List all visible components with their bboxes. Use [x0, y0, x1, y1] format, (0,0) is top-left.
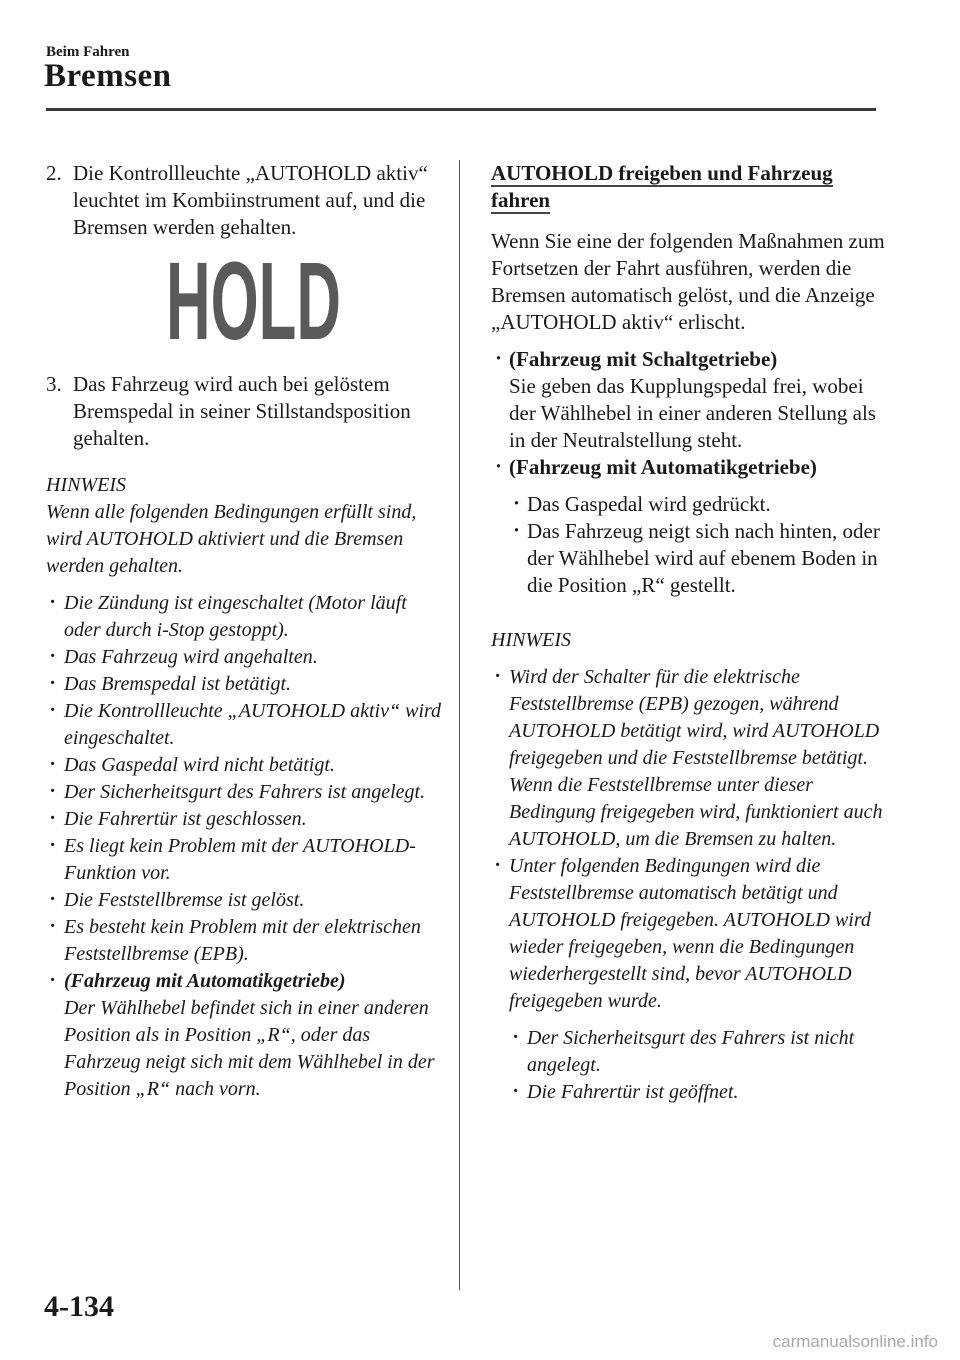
condition-item: · Das Fahrzeug wird angehalten. [46, 644, 446, 671]
release-item-automatic [491, 454, 891, 599]
step-3-text: Das Fahrzeug wird auch bei gelöstem Bremspedal in seiner Stillstandsposition gehalten. [73, 372, 411, 450]
page-number: 4-134 [44, 1290, 114, 1323]
step-2-number: 2. [46, 161, 62, 185]
condition-item: · Die Fahrertür ist geschlossen. [46, 806, 446, 833]
condition-item: · Es besteht kein Problem mit der elektrischen Feststellbremse (EPB). [46, 914, 446, 968]
hold-indicator [46, 240, 446, 363]
note-sub-item: · Der Sicherheitsgurt des Fahrers ist nicht angelegt. [509, 1025, 891, 1079]
step-2-text: Die Kontrollleuchte „AUTOHOLD aktiv“ leuchtet im Kombiinstrument auf, und die Bremsen werden gehalten. [73, 161, 428, 239]
note-item [491, 853, 891, 1106]
note-item: · Wird der Schalter für die elektrische Feststellbremse (EPB) gezogen, während AUTOHOLD betätigt wird, wird AUTOHOLD freigegeben und die Feststellbremse betätigt. Wenn die Feststellbremse unter dieser Bedingung freigegeben wird, funktioniert auch AUTOHOLD, um die Bremsen zu halten. [491, 664, 891, 853]
condition-item: · Der Sicherheitsgurt des Fahrers ist angelegt. [46, 779, 446, 806]
release-item-manual [491, 346, 891, 454]
hold-indicator-text: HOLD [166, 240, 341, 363]
step-2 [46, 160, 446, 241]
release-intro: Wenn Sie eine der folgenden Maßnahmen zum Fortsetzen der Fahrt ausführen, werden die Bremsen automatisch gelöst, und die Anzeige „AUTOHOLD aktiv“ erlischt. [491, 229, 885, 334]
condition-item: · Die Zündung ist eingeschaltet (Motor läuft oder durch i-Stop gestoppt). [46, 590, 446, 644]
condition-automatic-text: Der Wählhebel befindet sich in einer anderen Position als in Position „R“, oder das Fahrzeug neigt sich mit dem Wählhebel in der Position „R“ nach vorn. [64, 997, 435, 1100]
left-column [46, 160, 446, 1103]
automatic-heading: (Fahrzeug mit Automatikgetriebe) [509, 455, 817, 479]
note-list-right [491, 664, 891, 1106]
step-3-number: 3. [46, 372, 62, 396]
note-intro: Wenn alle folgenden Bedingungen erfüllt sind, wird AUTOHOLD aktiviert und die Bremsen werden gehalten. [46, 501, 417, 577]
right-column [491, 160, 891, 1106]
note-sub-list [509, 1025, 891, 1106]
condition-list [46, 590, 446, 1103]
automatic-sub-item: · Das Fahrzeug neigt sich nach hinten, oder der Wählhebel wird auf ebenem Boden in die Position „R“ gestellt. [509, 518, 891, 599]
condition-automatic-heading: (Fahrzeug mit Automatikgetriebe) [64, 970, 346, 992]
manual-heading: (Fahrzeug mit Schaltgetriebe) [509, 347, 778, 371]
subheading: AUTOHOLD freigeben und Fahrzeug fahren [491, 161, 833, 212]
condition-item: · Das Gaspedal wird nicht betätigt. [46, 752, 446, 779]
subheading-block [491, 160, 891, 214]
release-list [491, 346, 891, 599]
step-3 [46, 371, 446, 452]
condition-item: · Die Kontrollleuchte „AUTOHOLD aktiv“ wird eingeschaltet. [46, 698, 446, 752]
condition-item-automatic [46, 968, 446, 1103]
automatic-sub-list [509, 491, 891, 599]
note-title: HINWEIS [46, 474, 126, 496]
header-divider [46, 108, 876, 111]
watermark: carmanualsonline.info [772, 1332, 938, 1351]
section-label: Beim Fahren [46, 44, 130, 60]
condition-item: · Das Bremspedal ist betätigt. [46, 671, 446, 698]
condition-item: · Die Feststellbremse ist gelöst. [46, 887, 446, 914]
automatic-sub-item: · Das Gaspedal wird gedrückt. [509, 491, 891, 518]
note-item-text: Unter folgenden Bedingungen wird die Feststellbremse automatisch betätigt und AUTOHOLD freigegeben. AUTOHOLD wird wieder freigegeben, wenn die Bedingungen wiederhergestellt sind, bevor AUTOHOLD freigegeben wurde. [509, 855, 871, 1012]
condition-item: · Es liegt kein Problem mit der AUTOHOLD-Funktion vor. [46, 833, 446, 887]
hold-indicator-icon [166, 240, 346, 363]
page-title: Bremsen [44, 58, 172, 94]
manual-text: Sie geben das Kupplungspedal frei, wobei der Wählhebel in einer anderen Stellung als in der Neutralstellung steht. [509, 374, 876, 452]
note-sub-item: · Die Fahrertür ist geöffnet. [509, 1079, 891, 1106]
column-divider [459, 160, 460, 1290]
note-title-right: HINWEIS [491, 629, 571, 651]
